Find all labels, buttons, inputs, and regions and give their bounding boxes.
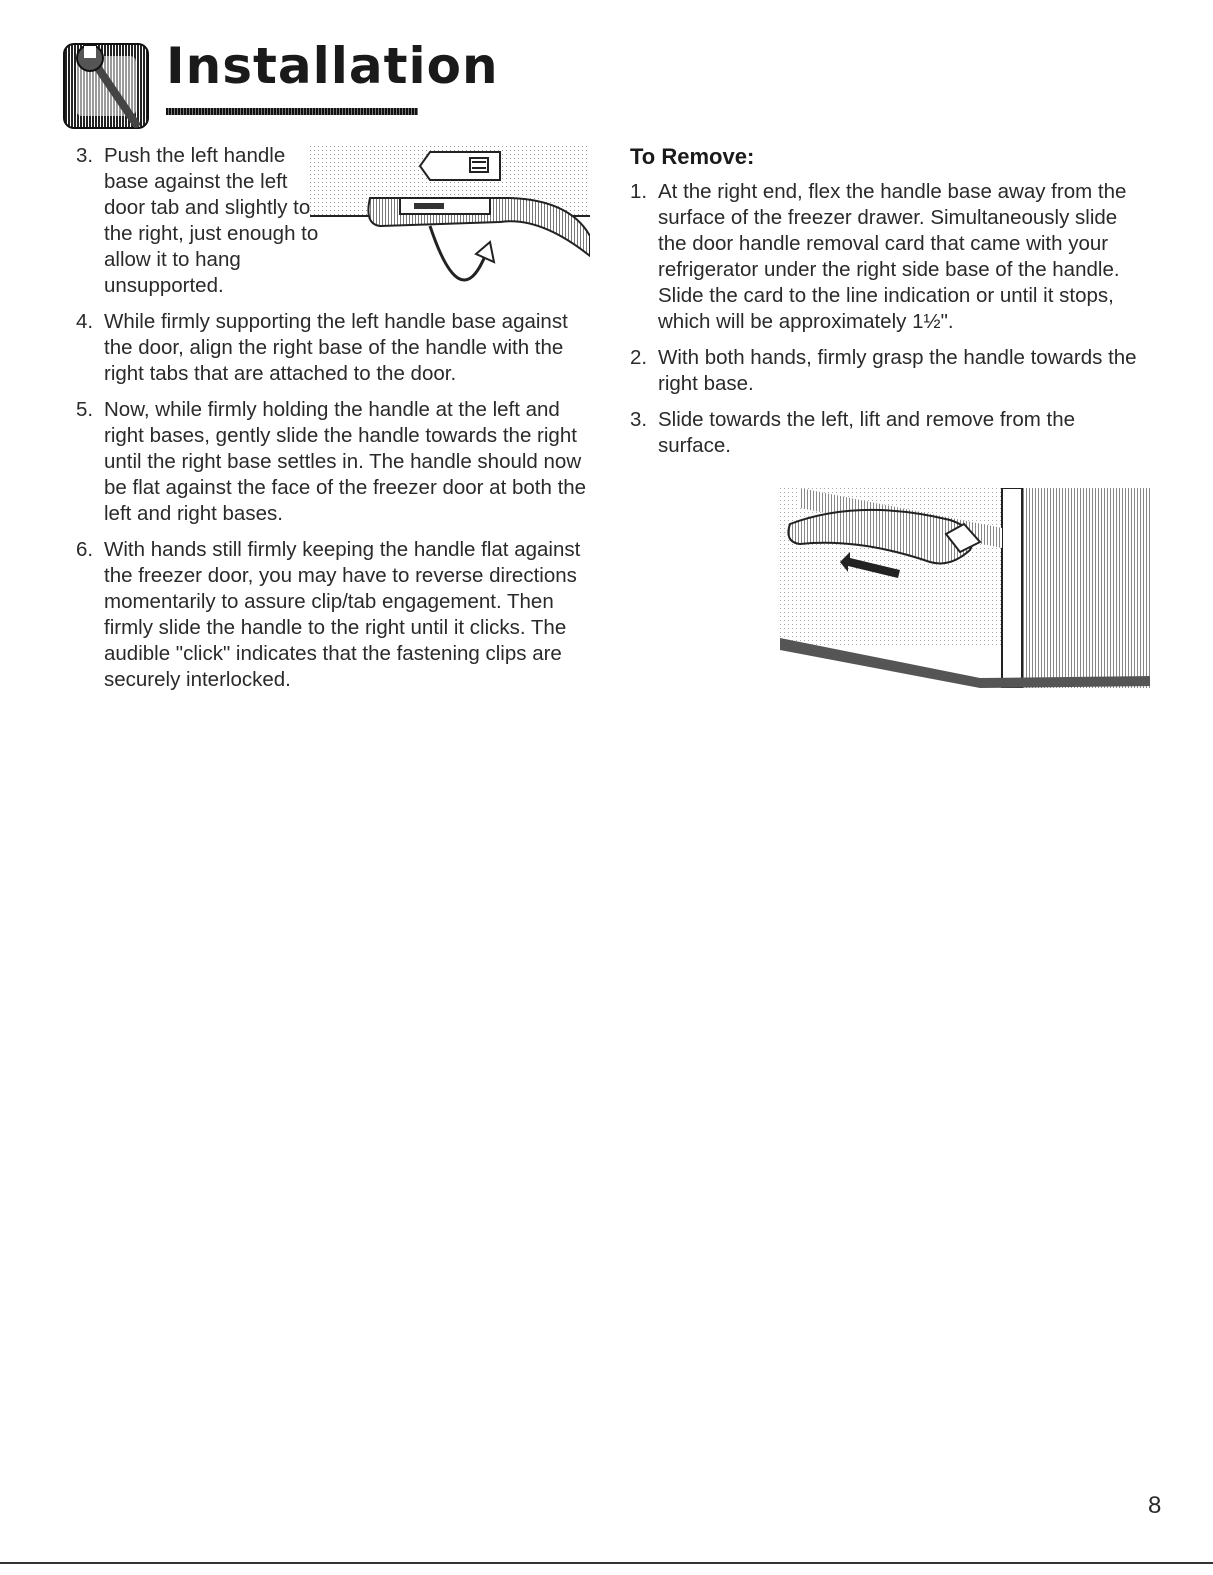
remove-heading: To Remove: <box>630 144 755 169</box>
page-number: 8 <box>1148 1492 1162 1519</box>
page-title: Installation <box>166 37 499 95</box>
step-text: With hands still firmly keeping the handle flat against the freezer door, you may have to reverse directions momentarily to assure clip/tab engagement. Then firmly slide the handle to the right until it clicks. The audible "click" indicates that the fastening clips are securely interlocked. <box>104 538 581 691</box>
step-text: At the right end, flex the handle base away from the surface of the freezer drawer. Simultaneously slide the door handle removal card that came with your refrigerator under the right side base of the handle. Slide the card to the line indication or until it stops, which will be approximately 1½". <box>658 180 1127 333</box>
step-number: 6. <box>76 538 94 561</box>
step-number: 3. <box>630 408 648 431</box>
step-number: 5. <box>76 398 94 421</box>
handle-install-illustration <box>310 146 590 306</box>
step-text: With both hands, firmly grasp the handle towards the right base. <box>658 346 1137 395</box>
installation-wrench-icon <box>62 36 150 132</box>
step-text: While firmly supporting the left handle base against the door, align the right base of the handle with the right tabs that are attached to the door. <box>104 310 568 385</box>
step-number: 2. <box>630 346 648 369</box>
step-text: Slide towards the left, lift and remove from the surface. <box>658 408 1076 457</box>
install-step-4 <box>76 309 596 387</box>
step-text: Now, while firmly holding the handle at the left and right bases, gently slide the handle towards the right until the right base settles in. The handle should now be flat against the face of the freezer door at both the left and right bases. <box>104 398 587 525</box>
remove-step-3 <box>630 407 1150 459</box>
footer-rule <box>0 1562 1213 1564</box>
remove-step-2 <box>630 345 1150 397</box>
step-number: 3. <box>76 144 94 167</box>
step-text: Push the left handle base against the left door tab and slightly to the right, just enough to allow it to hang unsupported. <box>104 144 319 297</box>
remove-section <box>630 143 1150 469</box>
title-underline <box>166 108 418 115</box>
handle-remove-illustration <box>780 488 1150 688</box>
step-number: 1. <box>630 180 648 203</box>
install-step-5 <box>76 397 596 527</box>
install-step-6 <box>76 537 596 693</box>
remove-step-1 <box>630 179 1150 335</box>
step-number: 4. <box>76 310 94 333</box>
